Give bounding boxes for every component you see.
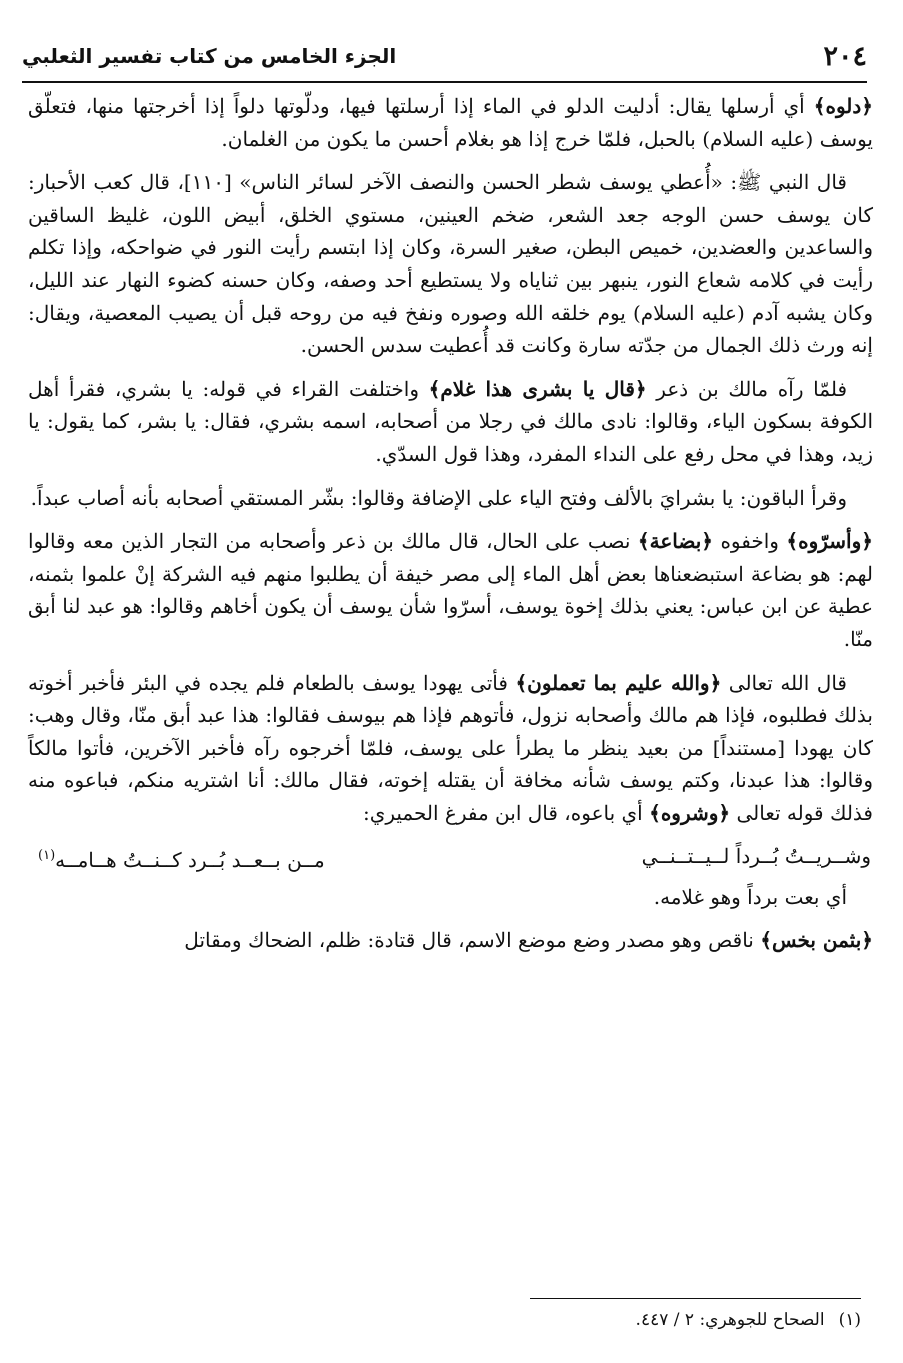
poetry-verse: [28, 840, 873, 876]
paragraph-dalwuh: [28, 90, 873, 155]
footnote: [636, 1310, 861, 1330]
verse-first-hemistich: وشــريــتُ بُــرداً لــيــتــنــي: [641, 844, 871, 869]
paragraph-asarruh: [28, 525, 873, 655]
quran-term: ﴿قال يا بشرى هذا غلام﴾: [428, 376, 647, 401]
verse-second-hemistich: [38, 840, 325, 876]
quran-term: ﴿وأسرّوه﴾: [786, 529, 873, 554]
footnote-reference: (١): [38, 848, 56, 864]
paragraph-text: فلمّا رآه مالك بن ذعر: [646, 376, 847, 401]
paragraph-text: قال الله تعالى: [721, 670, 847, 695]
quran-term: ﴿وشروه﴾: [649, 800, 731, 825]
page-number: ٢٠٤: [823, 40, 867, 72]
paragraph-text: ناقص وهو مصدر وضع موضع الاسم، قال قتادة: ظلم، الضحاك ومقاتل: [184, 928, 761, 953]
paragraph-text: نصب على الحال، قال مالك بن ذعر وأصحابه من التجار الذين معه وقالوا لهم: هو بضاعة استبضعناها بعض أهل الماء إلى مصر خيفة أن يطلبوا منهم فيه الشركة إنْ علموا بثمنه، عطية عن ابن عباس: يعني بذلك إخوة يوسف، أسرّوا شأن يوسف أن يكون أخاهم وقالوا: هو عبد لنا أبق منّا.: [28, 529, 874, 651]
paragraph-text: قال النبي ﷺ: «أُعطي يوسف شطر الحسن والنصف الآخر لسائر الناس» [١١٠]، قال كعب الأحبار: كان يوسف حسن الوجه جعد الشعر، ضخم العينين، مستوي الخلق، أبيض اللون، غليظ الساقين والساعدين والعضدين، خميص البطن، صغير السرة، وكان إذا ابتسم رأيت النور في ضواحكه، وإذا تكلم رأيت في كلامه شعاع النور، ينبهر بين ثناياه ولا يستطيع أحد وصفه، وكان حسنه كضوء النهار عند الليل، وكان يشبه آدم (عليه السلام) يوم خلقه الله وصوره ونفخ فيه من روحه قبل أن يصيب المعصية، ويقال: إنه ورث ذلك الجمال من جدّته سارة وكانت قد أُعطيت سدس الحسن.: [28, 170, 873, 358]
running-title: الجزء الخامس من كتاب تفسير الثعلبي: [22, 44, 397, 68]
paragraph-text: أي باعوه، قال ابن مفرغ الحميري:: [362, 800, 650, 825]
paragraph-text: أي بعت برداً وهو غلامه.: [653, 884, 847, 909]
page-header: [22, 36, 867, 76]
verse-second-text: مــن بــعــد بُــرد كــنــتُ هــامــه: [55, 848, 325, 873]
paragraph-qiraat: [28, 482, 873, 515]
paragraph-bushra: [28, 373, 873, 471]
body-text: [28, 90, 873, 968]
quran-term: ﴿بثمن بخس﴾: [760, 928, 873, 953]
paragraph-bakhs: [28, 924, 873, 957]
quran-term: ﴿دلوه﴾: [813, 94, 873, 118]
paragraph-text: واختلفت القراء في قوله: يا بشري، فقرأ أهل الكوفة بسكون الياء، وقالوا: نادى مالك في رجلا من أصحابه، اسمه بشري، فقال: يا بشر، كما يقول: يا زيد، وهذا في محل رفع على النداء المفرد، وهذا قول السدّي.: [28, 376, 873, 466]
paragraph-hadith: [28, 166, 873, 362]
header-rule: [22, 81, 867, 83]
paragraph-text: أي أرسلها يقال: أدليت الدلو في الماء إذا أرسلتها فيها، ودلّوتها دلواً إذا أخرجتها منها، فتعلّق يوسف (عليه السلام) بالحبل، فلمّا خرج إذا هو بغلام أحسن ما يكون من الغلمان.: [28, 94, 873, 151]
paragraph-explanation: [28, 881, 873, 914]
footnote-marker: (١): [838, 1310, 861, 1330]
paragraph-text: فأتى يهودا يوسف بالطعام فلم يجده في البئر فأخبر أخوته بذلك فطلبوه، فإذا هم مالك وأصحابه نزول، فأتوهم فإذا هم بيوسف فقالوا: هذا عبد أبق منّا، وقال وهب: كان يهودا [مستنداً] من بعيد ينظر ما يطرأ على يوسف، فلمّا أخرجوه رآه فأخبر الآخرين، فأتوا مالكاً وقالوا: هذا عبدنا، وكتم يوسف شأنه مخافة أن يقتله إخوته، فقال مالك: أنا اشتريه منكم، فباعوه منه فذلك قوله تعالى: [28, 670, 873, 825]
paragraph-text: واخفوه: [713, 529, 787, 554]
quran-term: ﴿بضاعة﴾: [637, 529, 713, 554]
footnote-text: الصحاح للجوهري: ٢ / ٤٤٧.: [635, 1310, 825, 1330]
paragraph-text: وقرأ الباقون: يا بشرايَ بالألف وفتح الياء على الإضافة وقالوا: بشّر المستقي أصحابه بأنه أصاب عبداً.: [30, 485, 847, 510]
paragraph-shar: [28, 667, 873, 830]
quran-term: ﴿والله عليم بما تعملون﴾: [515, 670, 722, 695]
footnote-rule: [530, 1298, 861, 1299]
